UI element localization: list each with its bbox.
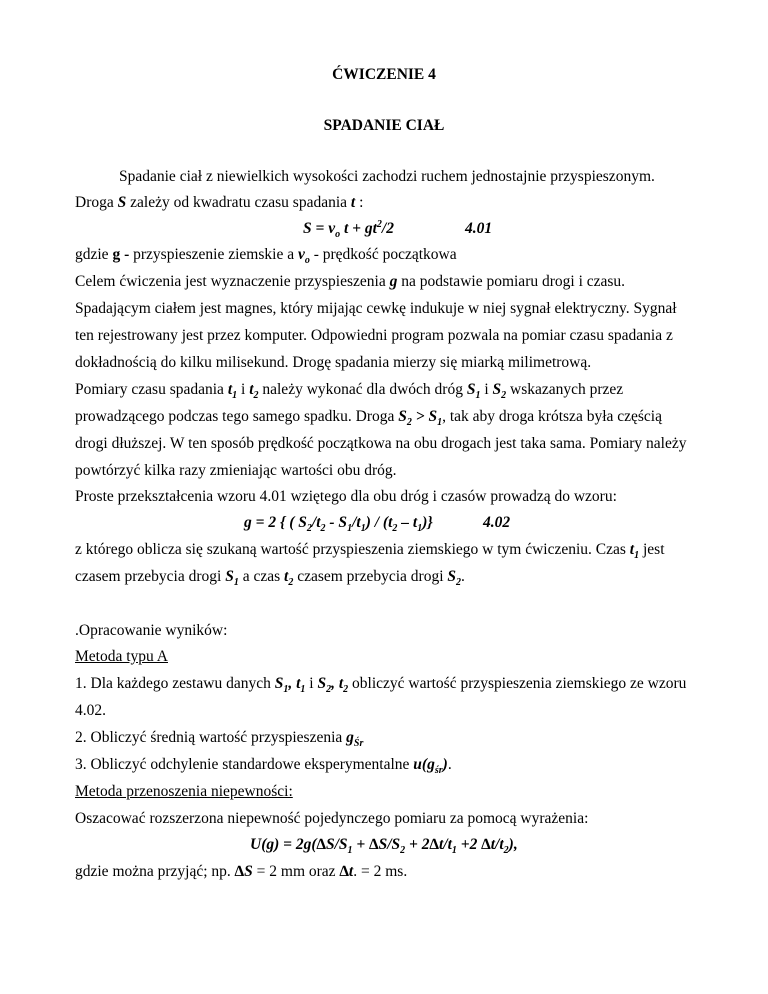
symbol: S — [225, 568, 234, 585]
body-line-7: drogi dłuższej. W ten sposób prędkość początkowa na obu drogach jest taka sama. Pomiary należy — [75, 435, 687, 452]
symbol: S — [428, 408, 438, 425]
text: i — [305, 675, 318, 692]
text: Droga — [75, 194, 118, 211]
estimate-line: Oszacować rozszerzona niepewność pojedynczego pomiaru za pomocą wyrażenia: — [75, 810, 589, 827]
subscript: 2 — [253, 390, 259, 402]
text: obliczyć wartość przyspieszenia ziemskiego ze wzoru — [348, 675, 687, 692]
body-line-6 — [75, 408, 662, 429]
formula-part: + ∆S/S — [352, 836, 401, 853]
where-line — [75, 246, 457, 267]
symbol: t — [249, 381, 254, 398]
text: - prędkość początkowa — [309, 246, 457, 263]
text: = 2 mm oraz — [252, 863, 340, 880]
body-line-5 — [75, 381, 624, 402]
symbol: t — [338, 675, 344, 692]
subscript: 2 — [406, 417, 412, 429]
subscript: 1 — [232, 390, 238, 402]
subscript: 2 — [503, 845, 509, 857]
text: z którego oblicza się szukaną wartość przyspieszenia ziemskiego w tym ćwiczeniu. Czas — [75, 541, 630, 558]
results-item-3 — [75, 756, 452, 777]
subscript: 2 — [326, 684, 332, 696]
formula-part: – t — [397, 514, 418, 531]
subscript: 1 — [300, 684, 306, 696]
results-heading: .Opracowanie wyników: — [75, 622, 228, 639]
formula-part: U(g) = 2g(∆S/S — [250, 836, 348, 853]
subscript: śr — [434, 765, 443, 777]
formula-4-01-number: 4.01 — [465, 220, 493, 237]
formula-4-01 — [303, 218, 394, 241]
subscript: 2 — [501, 390, 507, 402]
text: . = 2 ms. — [353, 863, 408, 880]
formula-part: +2 ∆t/t — [456, 836, 504, 853]
formula-part: /t — [352, 514, 361, 531]
subscript: 1 — [475, 390, 481, 402]
text: gdzie — [75, 246, 113, 263]
text: i — [237, 381, 250, 398]
symbol: v — [297, 246, 305, 263]
text: wskazanych przez — [506, 381, 624, 398]
symbol: ∆S — [234, 863, 253, 880]
text: prowadzącego podczas tego samego spadku. Droga — [75, 408, 399, 425]
text: czasem przebycia drogi — [75, 568, 226, 585]
formula-part: g = 2 { ( S — [244, 514, 307, 531]
subscript: 2 — [343, 684, 349, 696]
symbol: S — [447, 568, 456, 585]
symbol: t — [629, 541, 635, 558]
text: przyspieszenie ziemskie a — [129, 246, 298, 263]
formula-part: )} — [422, 514, 433, 531]
text: na podstawie pomiaru drogi i czasu. — [397, 273, 626, 290]
results-item-2 — [75, 729, 364, 750]
subscript: 1 — [347, 845, 353, 857]
exercise-number: ĆWICZENIE 4 — [332, 66, 436, 83]
body-line-4: dokładnością do kilku milisekund. Drogę spadania mierzy się miarką milimetrową. — [75, 354, 592, 371]
intro-line-2 — [75, 194, 363, 212]
symbol: S — [117, 194, 127, 211]
subscript: 1 — [347, 523, 353, 535]
subscript: o — [304, 255, 310, 267]
text: Pomiary czasu spadania — [75, 381, 228, 398]
symbol: t — [227, 381, 233, 398]
subscript: 2 — [400, 845, 406, 857]
symbol: S — [492, 381, 502, 398]
symbol: S — [398, 408, 407, 425]
text: należy wykonać dla dwóch dróg — [258, 381, 467, 398]
symbol: ∆t — [339, 863, 354, 880]
subscript: 2 — [456, 577, 461, 589]
body-line-9: Proste przekształcenia wzoru 4.01 wziętego dla obu dróg i czasów prowadzą do wzoru: — [75, 488, 617, 505]
after-formula-line-1 — [75, 541, 665, 562]
results-item-1-cont: 4.02. — [75, 702, 106, 719]
text: gdzie można przyjąć; np. — [75, 863, 235, 880]
symbol: , — [331, 675, 339, 692]
formula-part: ), — [508, 836, 518, 853]
formula-part: S = v — [303, 220, 336, 237]
subscript: 1 — [283, 684, 289, 696]
superscript: 2 — [376, 218, 382, 230]
subscript: 1 — [451, 845, 457, 857]
body-line-8: powtórzyć kilka razy zmieniając wartości obu dróg. — [75, 462, 397, 479]
page-title: SPADANIE CIAŁ — [323, 117, 445, 134]
method-b-heading: Metoda przenoszenia niepewności: — [75, 783, 293, 800]
text: . — [461, 568, 465, 585]
formula-part: ) / (t — [365, 514, 393, 531]
formula-part: /2 — [381, 220, 394, 237]
formula-part: /t — [311, 514, 321, 531]
results-item-1 — [75, 675, 687, 696]
text: czasem przebycia drogi — [293, 568, 448, 585]
subscript: Śr — [353, 738, 364, 750]
subscript: 1 — [437, 417, 443, 429]
symbol: S — [466, 381, 476, 398]
formula-part: + 2∆t/t — [405, 836, 452, 853]
body-line-3: ten rejestrowany jest przez komputer. Odpowiedni program pozwala na pomiar czasu spadania z — [75, 327, 673, 344]
subscript: o — [335, 229, 341, 241]
symbol: S — [274, 675, 284, 692]
subscript: 1 — [233, 577, 239, 589]
subscript: 2 — [320, 523, 326, 535]
subscript: 1 — [634, 550, 640, 562]
subscript: 2 — [288, 577, 294, 589]
method-a-heading: Metoda typu A — [75, 648, 168, 665]
text: 1. Dla każdego zestawu danych — [75, 675, 275, 692]
body-line-1 — [75, 273, 625, 291]
intro-line-1: Spadanie ciał z niewielkich wysokości zachodzi ruchem jednostajnie przyspieszonym. — [119, 168, 655, 185]
text: 2. Obliczyć średnią wartość przyspieszenia — [75, 729, 347, 746]
text: 3. Obliczyć odchylenie standardowe eksperymentalne — [75, 756, 414, 773]
final-line — [75, 863, 407, 881]
symbol: u(g — [413, 756, 435, 773]
symbol: t — [296, 675, 301, 692]
formula-uncertainty — [250, 836, 518, 857]
formula-4-02-number: 4.02 — [483, 514, 511, 531]
subscript: 1 — [360, 523, 366, 535]
text: Celem ćwiczenia jest wyznaczenie przyspieszenia — [75, 273, 390, 290]
text: . — [447, 756, 452, 773]
text: : — [355, 194, 364, 211]
subscript: 1 — [417, 523, 423, 535]
after-formula-line-2 — [75, 568, 465, 589]
formula-4-02 — [244, 514, 433, 535]
symbol: g — [389, 273, 398, 290]
formula-part: - S — [325, 514, 348, 531]
text: , tak aby droga krótsza była częścią — [442, 408, 662, 425]
body-line-2: Spadającym ciałem jest magnes, który mijając cewkę indukuje w niej sygnał elektryczny. Sygnał — [75, 300, 677, 317]
symbol: ) — [442, 756, 448, 773]
symbol: > — [411, 408, 429, 425]
symbol: t — [350, 194, 356, 211]
symbol: t — [284, 568, 289, 585]
text: a czas — [238, 568, 284, 585]
text: i — [480, 381, 493, 398]
text: zależy od kwadratu czasu spadania — [126, 194, 351, 211]
symbol: S — [317, 675, 327, 692]
symbol: g — [346, 729, 354, 746]
formula-part: t + gt — [340, 220, 377, 237]
symbol: g - — [112, 246, 130, 263]
subscript: 2 — [392, 523, 398, 535]
symbol: , — [288, 675, 297, 692]
text: jest — [639, 541, 665, 558]
subscript: 2 — [306, 523, 312, 535]
